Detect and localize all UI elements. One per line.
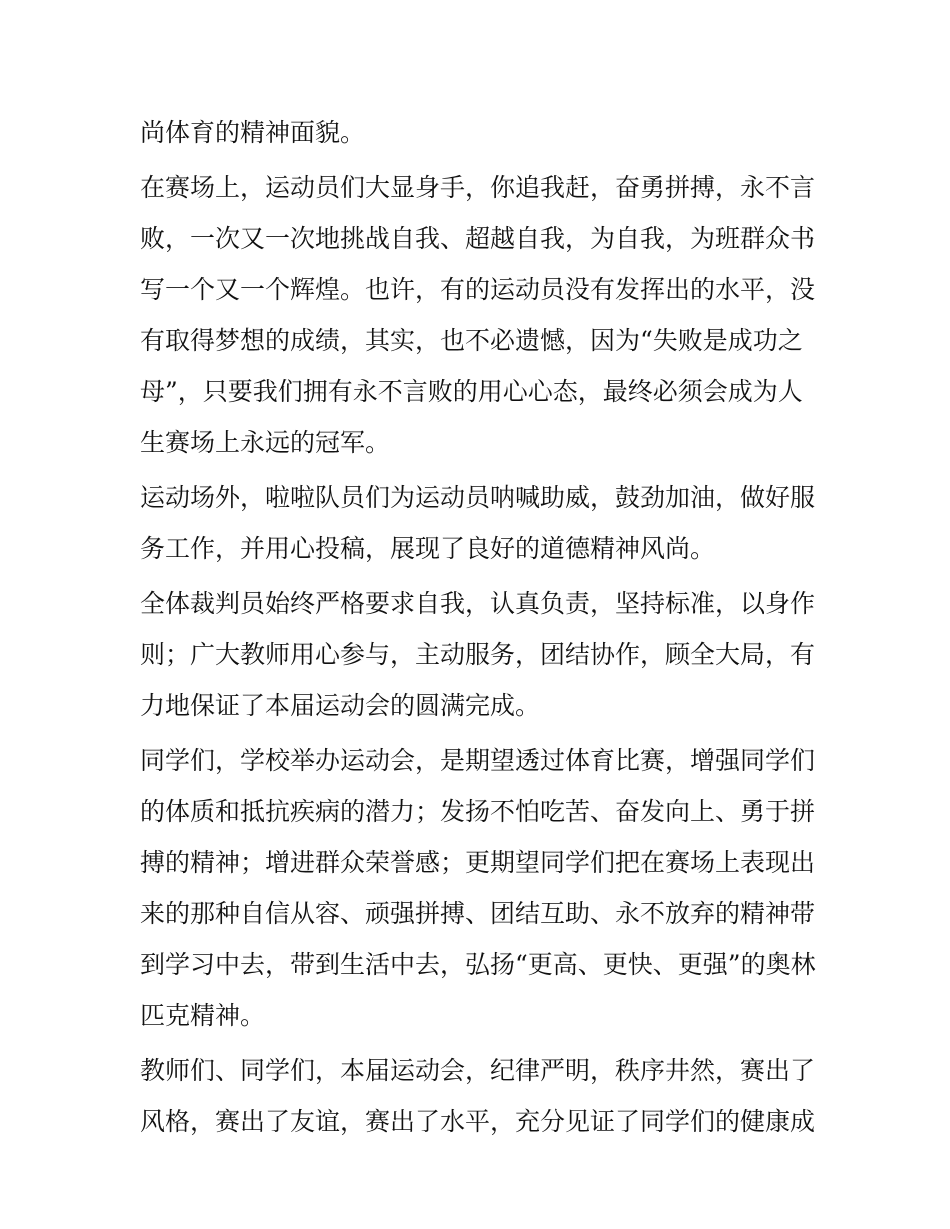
document-body xyxy=(140,107,820,1147)
text-line: 务工作，并用心投稿，展现了良好的道德精神风尚。 xyxy=(140,534,716,563)
text-line: 来的那种自信从容、顽强拼搏、团结互助、永不放弃的精神带 xyxy=(140,899,816,928)
text-line: 尚体育的精神面貌。 xyxy=(140,118,366,147)
paragraph xyxy=(140,735,820,1041)
text-line: 则；广大教师用心参与，主动服务，团结协作，顾全大局，有 xyxy=(140,640,816,669)
text-line: 败，一次又一次地挑战自我、超越自我，为自我，为班群众书 xyxy=(140,224,816,253)
text-line: 写一个又一个辉煌。也许，有的运动员没有发挥出的水平，没 xyxy=(140,275,816,304)
text-line: 在赛场上，运动员们大显身手，你追我赶，奋勇拼搏，永不言 xyxy=(140,173,816,202)
text-line: 生赛场上永远的冠军。 xyxy=(140,428,391,457)
text-line: 到学习中去，带到生活中去，弘扬“更高、更快、更强”的奥林 xyxy=(140,950,816,979)
text-line: 有取得梦想的成绩，其实，也不必遗憾，因为“失败是成功之 xyxy=(140,326,803,355)
text-line: 全体裁判员始终严格要求自我，认真负责，坚持标准，以身作 xyxy=(140,589,816,618)
paragraph xyxy=(140,1045,820,1147)
text-line: 风格，赛出了友谊，赛出了水平，充分见证了同学们的健康成 xyxy=(140,1107,816,1136)
text-line: 同学们，学校举办运动会，是期望透过体育比赛，增强同学们 xyxy=(140,746,816,775)
text-line: 力地保证了本届运动会的圆满完成。 xyxy=(140,691,541,720)
paragraph xyxy=(140,472,820,574)
text-line: 教师们、同学们，本届运动会，纪律严明，秩序井然，赛出了 xyxy=(140,1056,816,1085)
paragraph xyxy=(140,162,820,468)
text-line: 搏的精神；增进群众荣誉感；更期望同学们把在赛场上表现出 xyxy=(140,848,816,877)
text-line: 运动场外，啦啦队员们为运动员呐喊助威，鼓劲加油，做好服 xyxy=(140,483,816,512)
text-line: 母”，只要我们拥有永不言败的用心心态，最终必须会成为人 xyxy=(140,377,803,406)
paragraph xyxy=(140,107,820,158)
paragraph xyxy=(140,578,820,731)
text-line: 的体质和抵抗疾病的潜力；发扬不怕吃苦、奋发向上、勇于拼 xyxy=(140,797,816,826)
text-line: 匹克精神。 xyxy=(140,1001,266,1030)
